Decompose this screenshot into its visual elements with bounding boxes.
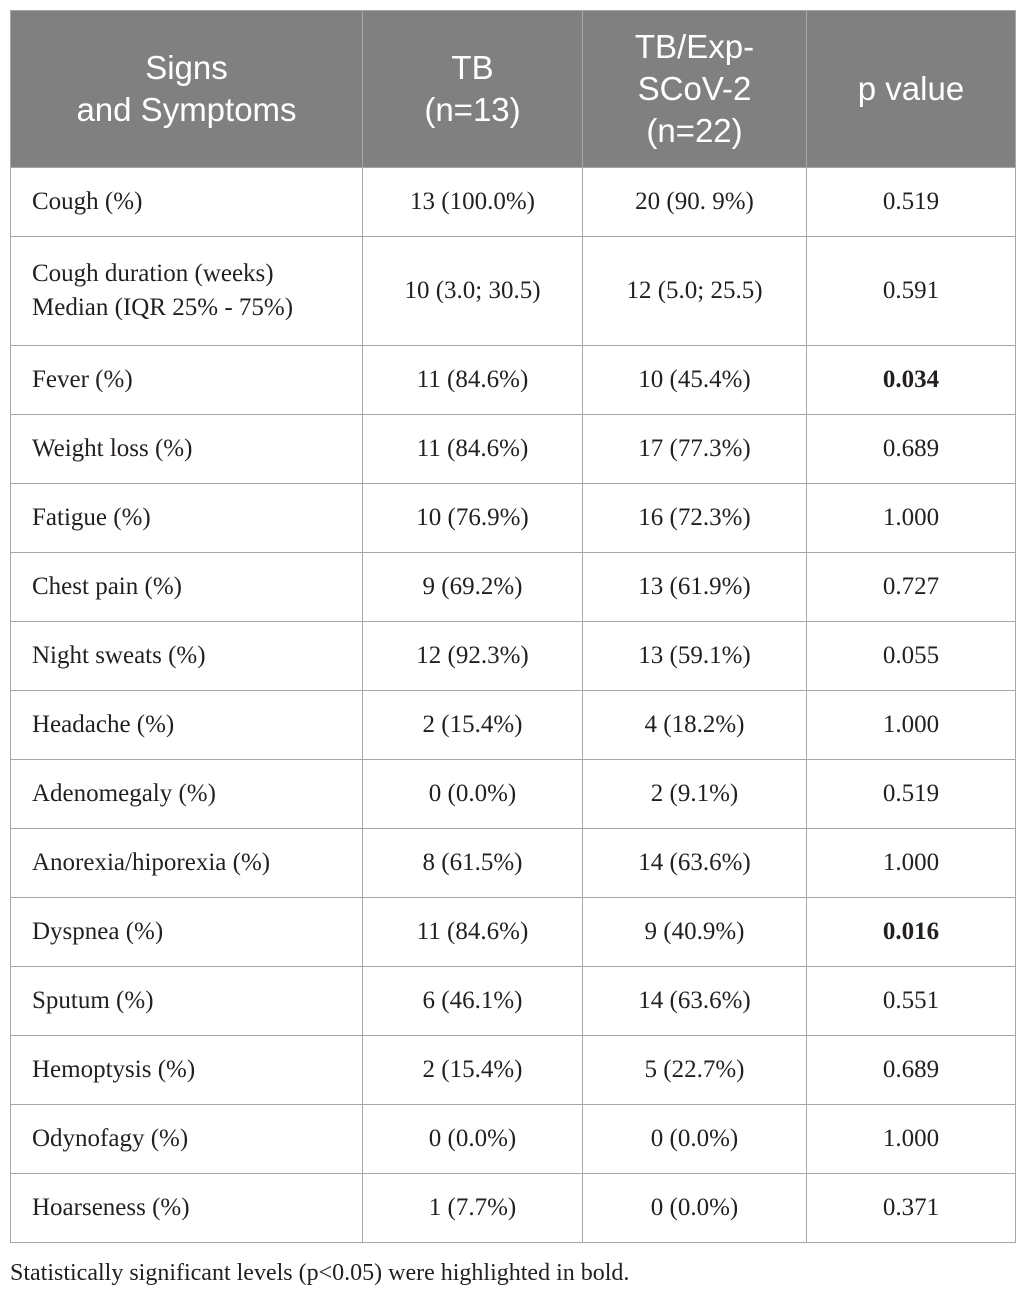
cell-p-value: 0.519 xyxy=(807,168,1016,237)
cell-tb: 0 (0.0%) xyxy=(363,760,583,829)
table-header xyxy=(11,11,1016,168)
table-row xyxy=(11,829,1016,898)
cell-tb: 1 (7.7%) xyxy=(363,1174,583,1243)
cell-p-value: 0.371 xyxy=(807,1174,1016,1243)
table-row xyxy=(11,553,1016,622)
cell-tb-exp: 9 (40.9%) xyxy=(583,898,807,967)
row-label: Dyspnea (%) xyxy=(11,898,363,967)
cell-tb-exp: 0 (0.0%) xyxy=(583,1105,807,1174)
cell-tb: 0 (0.0%) xyxy=(363,1105,583,1174)
table-row xyxy=(11,1174,1016,1243)
table-row xyxy=(11,760,1016,829)
row-label: Chest pain (%) xyxy=(11,553,363,622)
cell-p-value: 0.519 xyxy=(807,760,1016,829)
cell-tb: 13 (100.0%) xyxy=(363,168,583,237)
row-label: Headache (%) xyxy=(11,691,363,760)
row-label: Hoarseness (%) xyxy=(11,1174,363,1243)
cell-tb-exp: 2 (9.1%) xyxy=(583,760,807,829)
cell-tb-exp: 14 (63.6%) xyxy=(583,829,807,898)
cell-tb: 2 (15.4%) xyxy=(363,1036,583,1105)
row-label: Anorexia/hiporexia (%) xyxy=(11,829,363,898)
cell-tb-exp: 10 (45.4%) xyxy=(583,346,807,415)
cell-tb-exp: 13 (61.9%) xyxy=(583,553,807,622)
table-row xyxy=(11,898,1016,967)
cell-p-value: 0.689 xyxy=(807,1036,1016,1105)
table-row xyxy=(11,415,1016,484)
row-label: Odynofagy (%) xyxy=(11,1105,363,1174)
row-label: Cough duration (weeks) Median (IQR 25% - 75%) xyxy=(11,237,363,346)
cell-tb-exp: 14 (63.6%) xyxy=(583,967,807,1036)
cell-tb-exp: 13 (59.1%) xyxy=(583,622,807,691)
row-label: Fatigue (%) xyxy=(11,484,363,553)
table-row xyxy=(11,346,1016,415)
header-p-value: p value xyxy=(807,11,1016,168)
table-row xyxy=(11,168,1016,237)
table-row xyxy=(11,237,1016,346)
cell-tb-exp: 5 (22.7%) xyxy=(583,1036,807,1105)
table-body xyxy=(11,168,1016,1243)
table-row xyxy=(11,967,1016,1036)
cell-tb-exp: 16 (72.3%) xyxy=(583,484,807,553)
header-tb: TB (n=13) xyxy=(363,11,583,168)
cell-p-value: 0.055 xyxy=(807,622,1016,691)
cell-p-value: 1.000 xyxy=(807,1105,1016,1174)
cell-tb: 12 (92.3%) xyxy=(363,622,583,691)
row-label: Hemoptysis (%) xyxy=(11,1036,363,1105)
cell-tb-exp: 4 (18.2%) xyxy=(583,691,807,760)
header-signs-symptoms: Signs and Symptoms xyxy=(11,11,363,168)
row-label: Night sweats (%) xyxy=(11,622,363,691)
cell-p-value-significant: 0.016 xyxy=(807,898,1016,967)
cell-tb: 11 (84.6%) xyxy=(363,898,583,967)
table-row xyxy=(11,691,1016,760)
cell-p-value: 0.727 xyxy=(807,553,1016,622)
table-footnote: Statistically significant levels (p<0.05) were highlighted in bold. xyxy=(10,1260,630,1286)
cell-p-value: 1.000 xyxy=(807,829,1016,898)
header-row xyxy=(11,11,1016,168)
cell-tb: 11 (84.6%) xyxy=(363,415,583,484)
table-row xyxy=(11,484,1016,553)
cell-tb: 6 (46.1%) xyxy=(363,967,583,1036)
cell-tb: 10 (3.0; 30.5) xyxy=(363,237,583,346)
cell-tb-exp: 12 (5.0; 25.5) xyxy=(583,237,807,346)
row-label: Sputum (%) xyxy=(11,967,363,1036)
cell-tb: 11 (84.6%) xyxy=(363,346,583,415)
cell-p-value: 1.000 xyxy=(807,484,1016,553)
cell-tb: 2 (15.4%) xyxy=(363,691,583,760)
cell-p-value: 0.689 xyxy=(807,415,1016,484)
header-tb-exp-scov2: TB/Exp- SCoV-2 (n=22) xyxy=(583,11,807,168)
cell-tb: 10 (76.9%) xyxy=(363,484,583,553)
cell-p-value: 0.551 xyxy=(807,967,1016,1036)
cell-tb-exp: 20 (90. 9%) xyxy=(583,168,807,237)
table-row xyxy=(11,1105,1016,1174)
row-label: Fever (%) xyxy=(11,346,363,415)
table-row xyxy=(11,1036,1016,1105)
cell-p-value: 1.000 xyxy=(807,691,1016,760)
symptoms-table xyxy=(10,10,1016,1243)
cell-tb: 8 (61.5%) xyxy=(363,829,583,898)
cell-p-value: 0.591 xyxy=(807,237,1016,346)
row-label: Weight loss (%) xyxy=(11,415,363,484)
cell-p-value-significant: 0.034 xyxy=(807,346,1016,415)
row-label: Adenomegaly (%) xyxy=(11,760,363,829)
cell-tb-exp: 0 (0.0%) xyxy=(583,1174,807,1243)
row-label: Cough (%) xyxy=(11,168,363,237)
table-row xyxy=(11,622,1016,691)
cell-tb-exp: 17 (77.3%) xyxy=(583,415,807,484)
cell-tb: 9 (69.2%) xyxy=(363,553,583,622)
